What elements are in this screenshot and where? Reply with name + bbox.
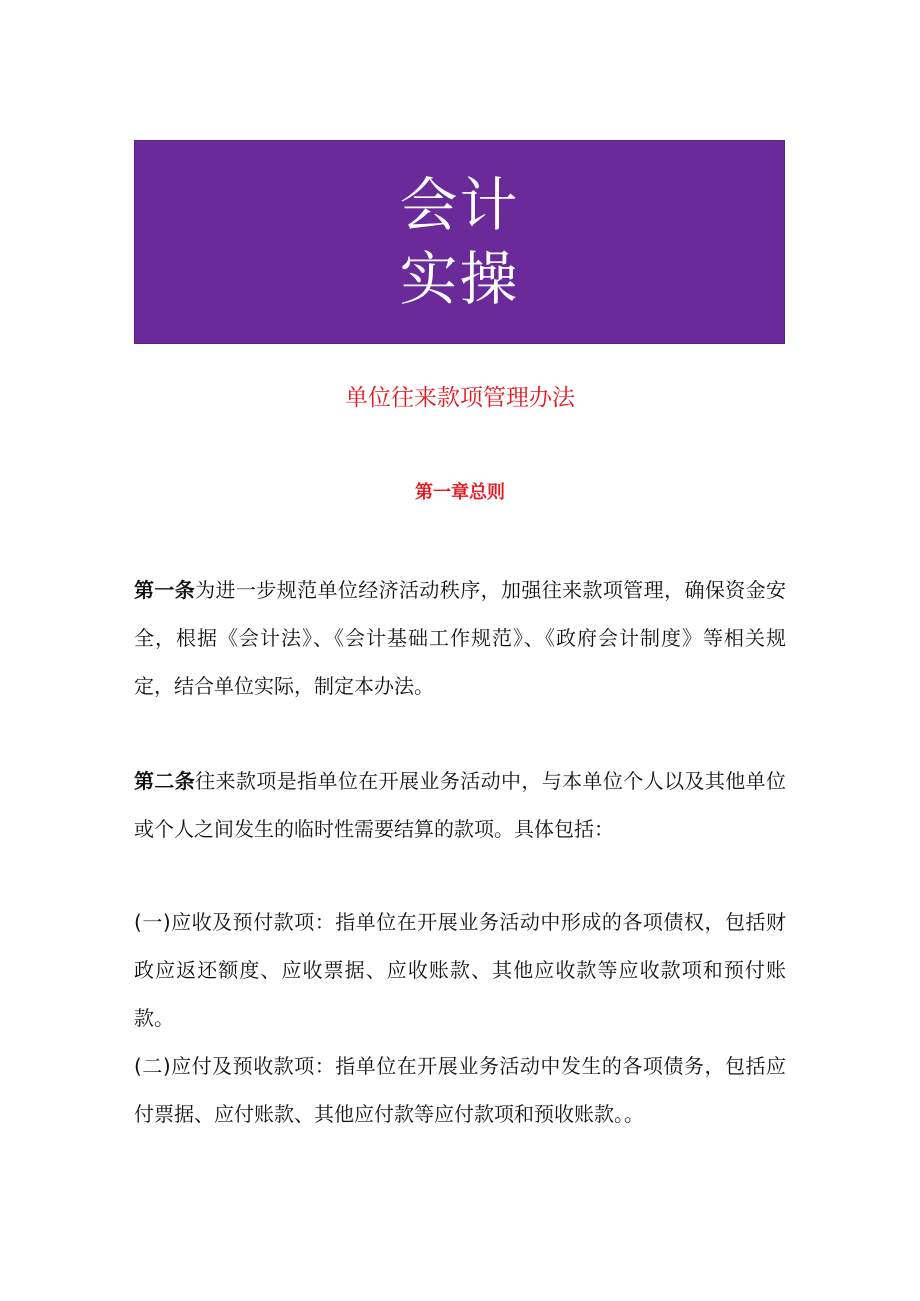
article-1-label: 第一条	[134, 578, 196, 602]
chapter-heading: 第一章总则	[415, 482, 505, 503]
article-2-label: 第二条	[134, 769, 196, 793]
clause-1-paragraph	[134, 898, 786, 1042]
article-2-text: 往来款项是指单位在开展业务活动中，与本单位个人以及其他单位或个人之间发生的临时性需要结算的款项。具体包括：	[134, 769, 787, 841]
clause-2-text: (二)应付及预收款项：指单位在开展业务活动中发生的各项债务，包括应付票据、应付账款、其他应付款等应付款项和预收账款。。	[134, 1054, 786, 1126]
article-1-text: 为进一步规范单位经济活动秩序，加强往来款项管理，确保资金安全，根据《会计法》、《会计基础工作规范》、《政府会计制度》等相关规定，结合单位实际，制定本办法。	[134, 578, 787, 698]
banner-title-line-2: 实操	[399, 245, 520, 313]
cover-banner	[134, 140, 785, 344]
article-2-paragraph	[134, 757, 786, 853]
clause-2-paragraph	[134, 1042, 786, 1138]
banner-title-line-1: 会计	[399, 171, 520, 239]
article-1-paragraph	[134, 566, 786, 710]
document-title: 单位往来款项管理办法	[345, 385, 575, 411]
clause-1-text: (一)应收及预付款项：指单位在开展业务活动中形成的各项债权，包括财政应返还额度、应收票据、应收账款、其他应收款等应收款项和预付账款。	[134, 910, 786, 1030]
